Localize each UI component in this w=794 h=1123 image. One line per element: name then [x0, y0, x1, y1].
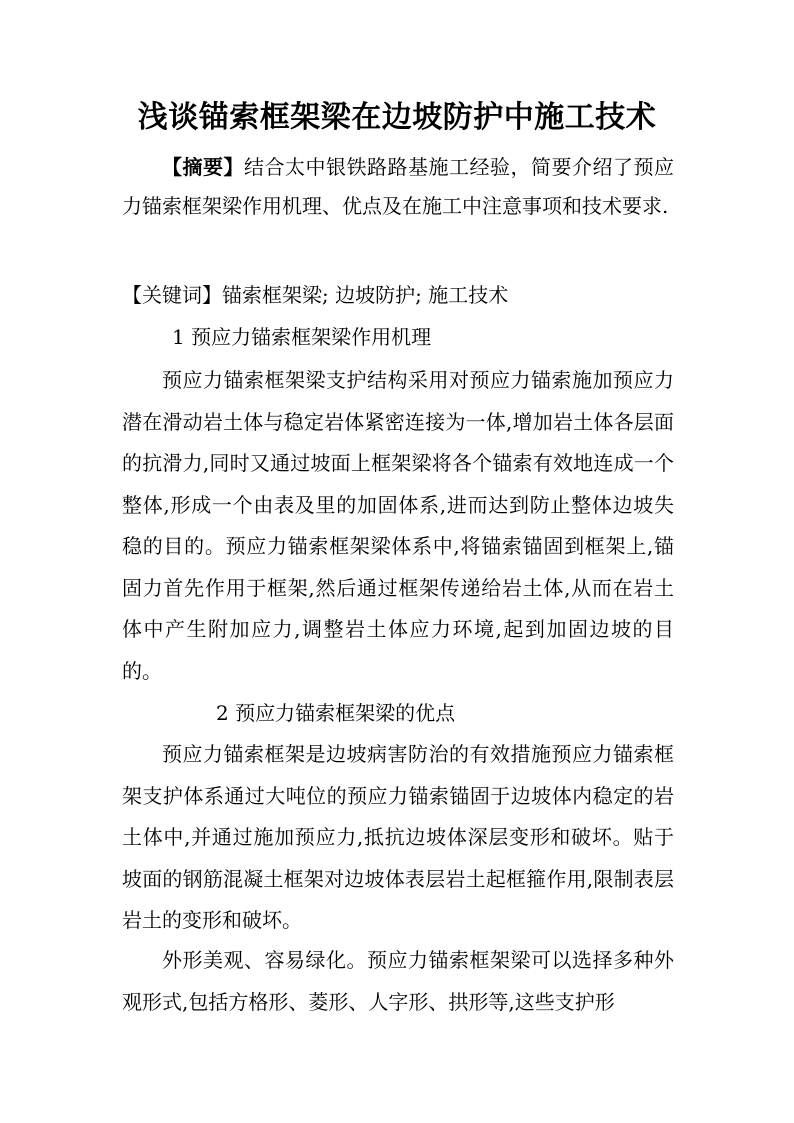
keywords-label: 【关键词】: [122, 283, 222, 307]
section-2-paragraph-1: 预应力锚索框架是边坡病害防治的有效措施预应力锚索框架支护体系通过大吨位的预应力锚索锚固于边坡体内稳定的岩土体中,并通过施加预应力,抵抗边坡体深层变形和破坏。贴于坡面的钢筋混凝土框架对边坡体表层岩土起框箍作用,限制表层岩土的变形和破坏。: [122, 742, 674, 932]
keywords-text: 锚索框架梁; 边坡防护; 施工技术: [222, 283, 509, 307]
section-1-heading: 1 预应力锚索框架梁作用机理: [172, 325, 432, 349]
document-title: 浅谈锚索框架梁在边坡防护中施工技术: [137, 100, 657, 135]
abstract-paragraph: [122, 148, 674, 226]
section-2-paragraph-2: 外形美观、容易绿化。预应力锚索框架梁可以选择多种外观形式,包括方格形、菱形、人字形、拱形等,这些支护形: [122, 948, 674, 1014]
section-2-heading: 2 预应力锚索框架梁的优点: [216, 701, 456, 725]
abstract-label: 【摘要】: [162, 155, 244, 179]
section-1-paragraph: 预应力锚索框架梁支护结构采用对预应力锚索施加预应力潜在滑动岩土体与稳定岩体紧密连接为一体,增加岩土体各层面的抗滑力,同时又通过坡面上框架梁将各个锚索有效地连成一个整体,形成一个由表及里的加固体系,进而达到防止整体边坡失稳的目的。预应力锚索框架梁体系中,将锚索锚固到框架上,锚固力首先作用于框架,然后通过框架传递给岩土体,从而在岩土体中产生附加应力,调整岩土体应力环境,起到加固边坡的目的。: [122, 368, 674, 683]
abstract-text: 结合太中银铁路路基施工经验，简要介绍了预应力锚索框架梁作用机理、优点及在施工中注意事项和技术要求.: [122, 155, 674, 218]
keywords-line: [122, 277, 674, 313]
